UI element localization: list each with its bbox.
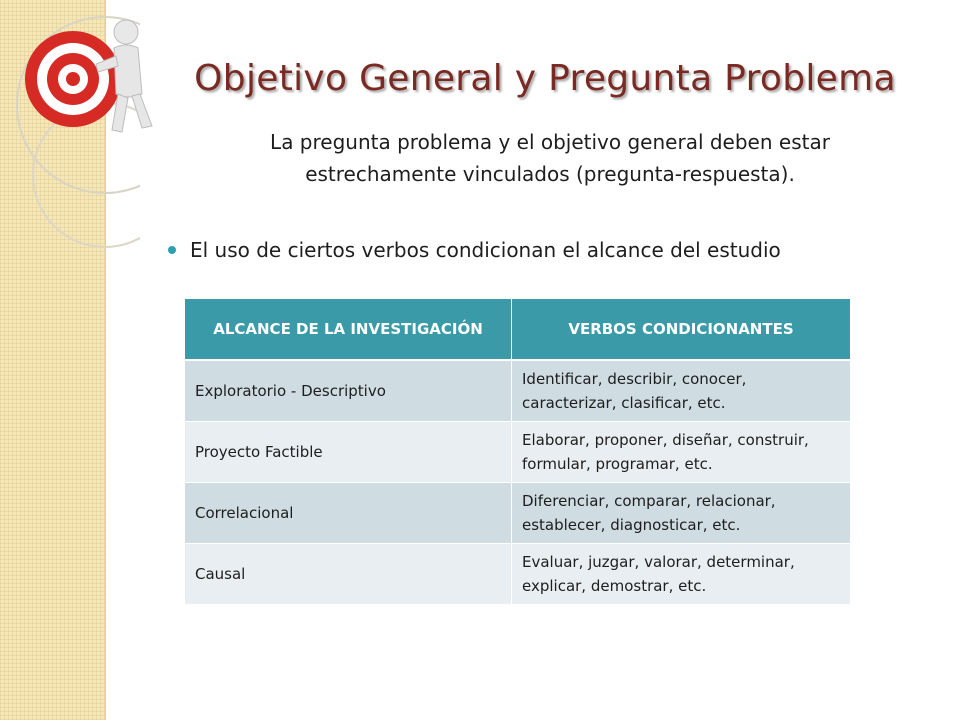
table-header-verbs: VERBOS CONDICIONANTES xyxy=(512,299,851,360)
table-cell-scope: Correlacional xyxy=(185,483,512,544)
table-header-row xyxy=(185,299,850,360)
intro-paragraph: La pregunta problema y el objetivo general deben estar estrechamente vinculados (pregunta-respuesta). xyxy=(270,130,830,186)
bullet-dot-icon xyxy=(168,246,176,254)
table-row xyxy=(185,544,850,605)
slide-title: Objetivo General y Pregunta Problema xyxy=(194,58,896,99)
table-cell-verbs: Identificar, describir, conocer, caracterizar, clasificar, etc. xyxy=(512,360,851,422)
table-cell-scope: Proyecto Factible xyxy=(185,422,512,483)
table-row xyxy=(185,360,850,422)
scope-verbs-table xyxy=(185,299,850,605)
table-cell-verbs: Diferenciar, comparar, relacionar, establecer, diagnosticar, etc. xyxy=(512,483,851,544)
bullet-item xyxy=(168,238,781,262)
table-cell-scope: Causal xyxy=(185,544,512,605)
table-cell-scope: Exploratorio - Descriptivo xyxy=(185,360,512,422)
bullet-text: El uso de ciertos verbos condicionan el alcance del estudio xyxy=(190,238,781,262)
table-cell-verbs: Evaluar, juzgar, valorar, determinar, explicar, demostrar, etc. xyxy=(512,544,851,605)
table-row xyxy=(185,483,850,544)
table-row xyxy=(185,422,850,483)
table-cell-verbs: Elaborar, proponer, diseñar, construir, formular, programar, etc. xyxy=(512,422,851,483)
table-header-scope: ALCANCE DE LA INVESTIGACIÓN xyxy=(185,299,512,360)
